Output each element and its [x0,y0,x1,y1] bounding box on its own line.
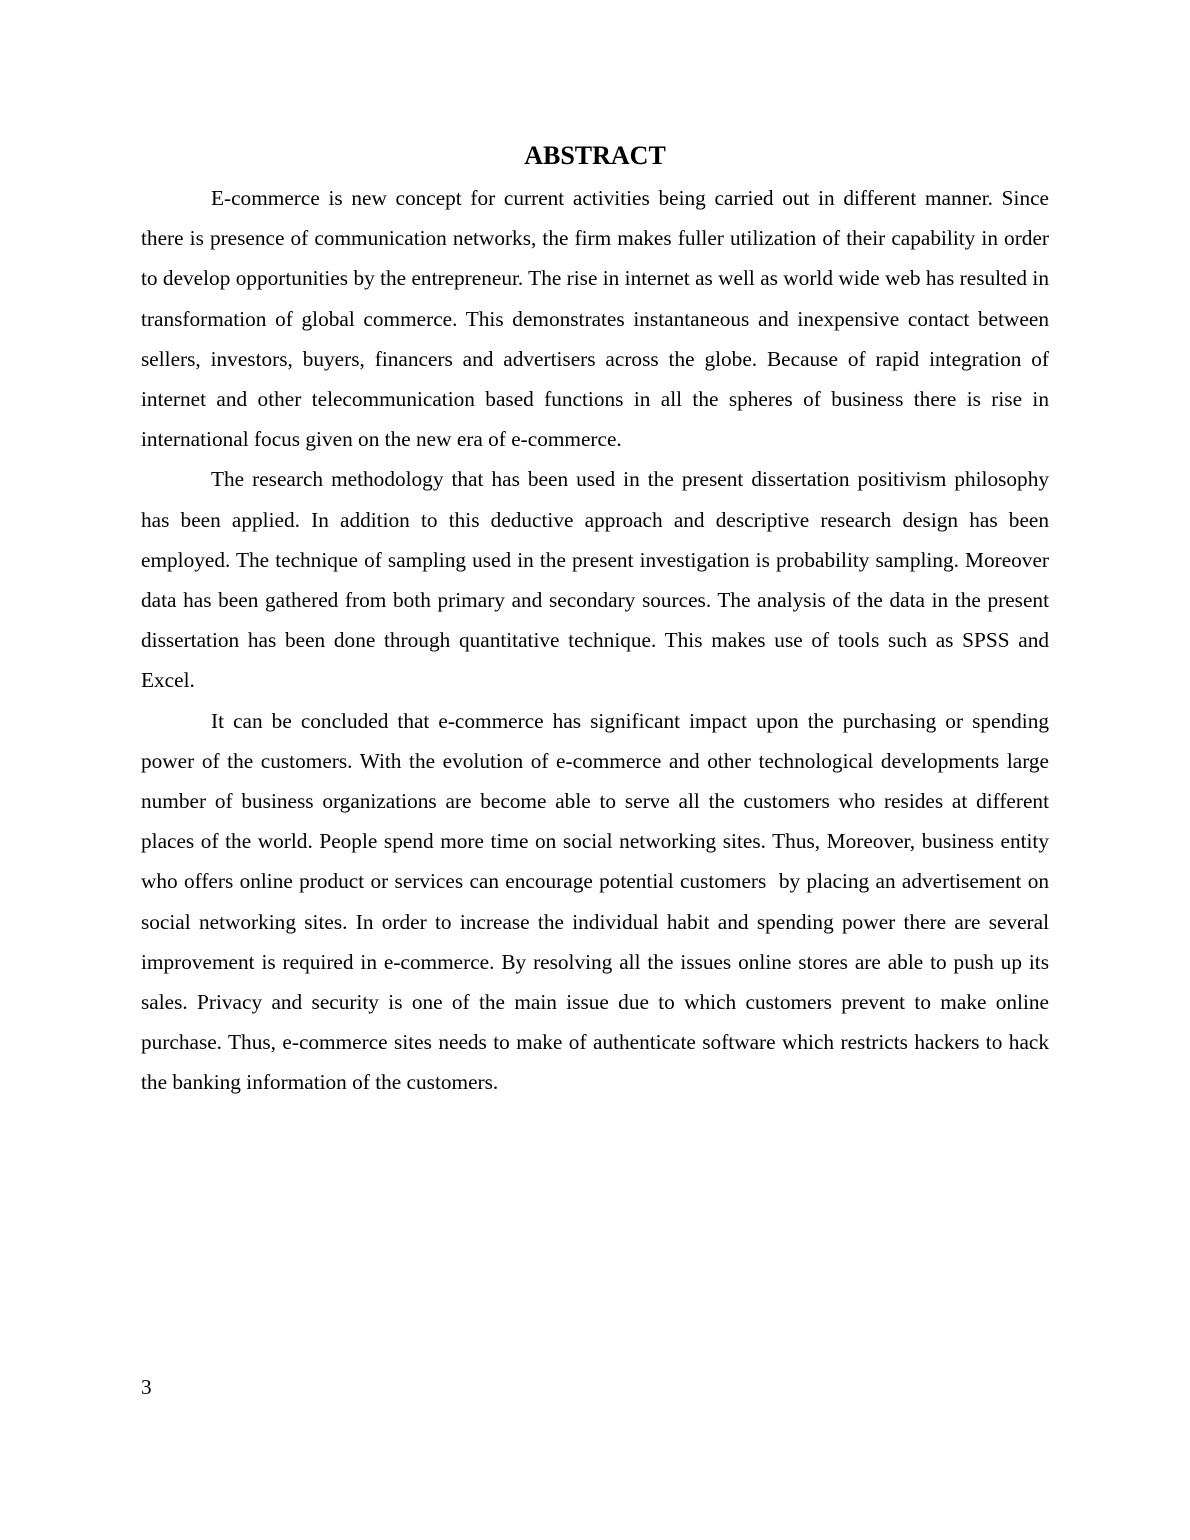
page-title: ABSTRACT [524,141,666,170]
page-content [141,138,1055,1103]
abstract-paragraph-2: The research methodology that has been used in the present dissertation positivism philosophy has been applied. In addition to this deductive approach and descriptive research design has been employed. The technique of sampling used in the present investigation is probability sampling. Moreover data has been gathered from both primary and secondary sources. The analysis of the data in the present dissertation has been done through quantitative technique. This makes use of tools such as SPSS and Excel. [141,467,1055,693]
abstract-paragraph-3: It can be concluded that e-commerce has significant impact upon the purchasing or spending power of the customers. With the evolution of e-commerce and other technological developments large number of business organizations are become able to serve all the customers who resides at different places of the world. People spend more time on social networking sites. Thus, Moreover, business entity who offers online product or services can encourage potential customers by placing an advertisement on social networking sites. In order to increase the individual habit and spending power there are several improvement is required in e-commerce. By resolving all the issues online stores are able to push up its sales. Privacy and security is one of the main issue due to which customers prevent to make online purchase. Thus, e-commerce sites needs to make of authenticate software which restricts hackers to hack the banking information of the customers. [141,708,1055,1095]
page-number: 3 [141,1375,152,1399]
abstract-paragraph-1: E-commerce is new concept for current activities being carried out in different manner. Since there is presence of communication networks, the firm makes fuller utilization of their capability in order to develop opportunities by the entrepreneur. The rise in internet as well as world wide web has resulted in transformation of global commerce. This demonstrates instantaneous and inexpensive contact between sellers, investors, buyers, financers and advertisers across the globe. Because of rapid integration of internet and other telecommunication based functions in all the spheres of business there is rise in international focus given on the new era of e-commerce. [141,186,1055,452]
